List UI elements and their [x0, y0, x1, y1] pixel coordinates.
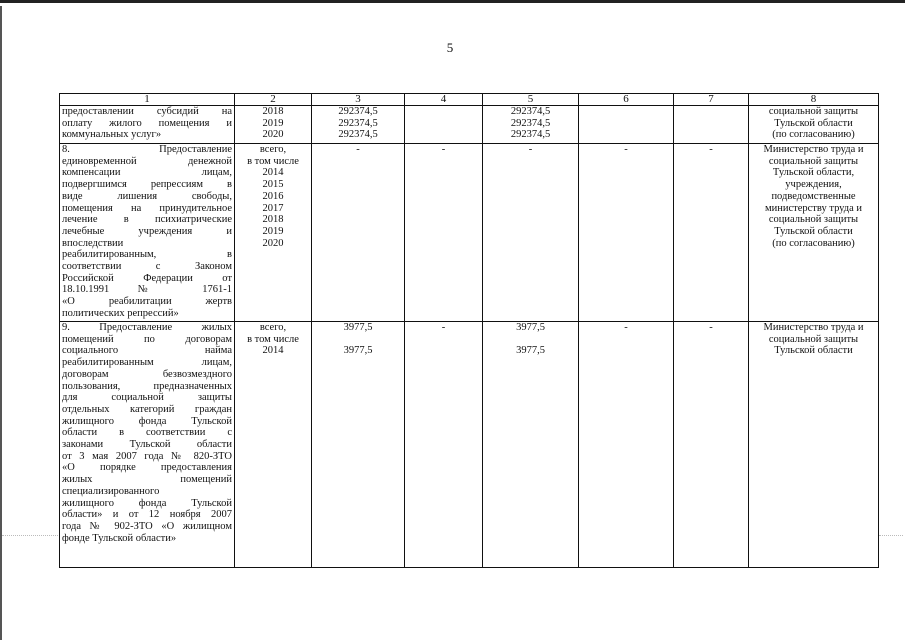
- scan-artifact-right: [879, 535, 903, 537]
- row-c-years: всего, в том числе 2014: [235, 322, 312, 568]
- col-header-6: 6: [579, 94, 674, 106]
- row-a-col5: 292374,5 292374,5 292374,5: [483, 106, 579, 144]
- row-c-col3: 3977,5 3977,5: [312, 322, 405, 568]
- program-table: [59, 93, 879, 568]
- row-b-col4: -: [405, 144, 483, 322]
- row-a-description: предоставлении субсидий на оплату жилого помещения и коммунальных услуг»: [60, 106, 235, 144]
- col-header-7: 7: [674, 94, 749, 106]
- scan-artifact-left: [2, 535, 58, 537]
- table-row: [60, 106, 879, 144]
- row-c-col5: 3977,5 3977,5: [483, 322, 579, 568]
- row-b-description: 8. Предоставление единовременной денежной компенсации лицам, подвергшимся репрессиям в виде лишения свободы, помещения на принудительное лечение в психиатрические лечебные учреждения и впоследствии реабилитированным, в соответствии с Законом Российской Федерации от 18.10.1991 № 1761-1 «О реабилитации жертв политических репрессий»: [60, 144, 235, 322]
- row-a-col7: [674, 106, 749, 144]
- left-scan-edge: [0, 6, 2, 640]
- row-a-col3: 292374,5 292374,5 292374,5: [312, 106, 405, 144]
- row-a-col6: [579, 106, 674, 144]
- row-c-col7: -: [674, 322, 749, 568]
- col-header-1: 1: [60, 94, 235, 106]
- row-b-col3: -: [312, 144, 405, 322]
- row-a-years: 2018 2019 2020: [235, 106, 312, 144]
- col-header-4: 4: [405, 94, 483, 106]
- row-b-col7: -: [674, 144, 749, 322]
- col-header-2: 2: [235, 94, 312, 106]
- table-row: [60, 144, 879, 322]
- row-b-executor: Министерство труда и социальной защиты Тульской области, учреждения, подведомственные министерству труда и социальной защиты Тульской области (по согласованию): [749, 144, 879, 322]
- row-c-col6: -: [579, 322, 674, 568]
- row-b-col5: -: [483, 144, 579, 322]
- col-header-5: 5: [483, 94, 579, 106]
- row-b-years: всего, в том числе 2014 2015 2016 2017 2018 2019 2020: [235, 144, 312, 322]
- row-c-col4: -: [405, 322, 483, 568]
- page-number: 5: [446, 40, 454, 55]
- col-header-8: 8: [749, 94, 879, 106]
- row-c-executor: Министерство труда и социальной защиты Тульской области: [749, 322, 879, 568]
- row-c-description: 9. Предоставление жилых помещений по договорам социального найма реабилитированным лицам, договорам безвозмездного пользования, предназначенных для социальной защиты отдельных категорий граждан жилищного фонда Тульской области в соответствии с законами Тульской области от 3 мая 2007 года № 820-ЗТО «О порядке предоставления жилых помещений специализированного жилищного фонда Тульской области» и от 12 ноября 2007 года № 902-ЗТО «О жилищном фонде Тульской области»: [60, 322, 235, 568]
- header-row: [60, 94, 879, 106]
- row-a-col4: [405, 106, 483, 144]
- row-b-col6: -: [579, 144, 674, 322]
- table-row: [60, 322, 879, 568]
- col-header-3: 3: [312, 94, 405, 106]
- row-a-executor: социальной защиты Тульской области (по согласованию): [749, 106, 879, 144]
- top-border-line: [0, 0, 905, 3]
